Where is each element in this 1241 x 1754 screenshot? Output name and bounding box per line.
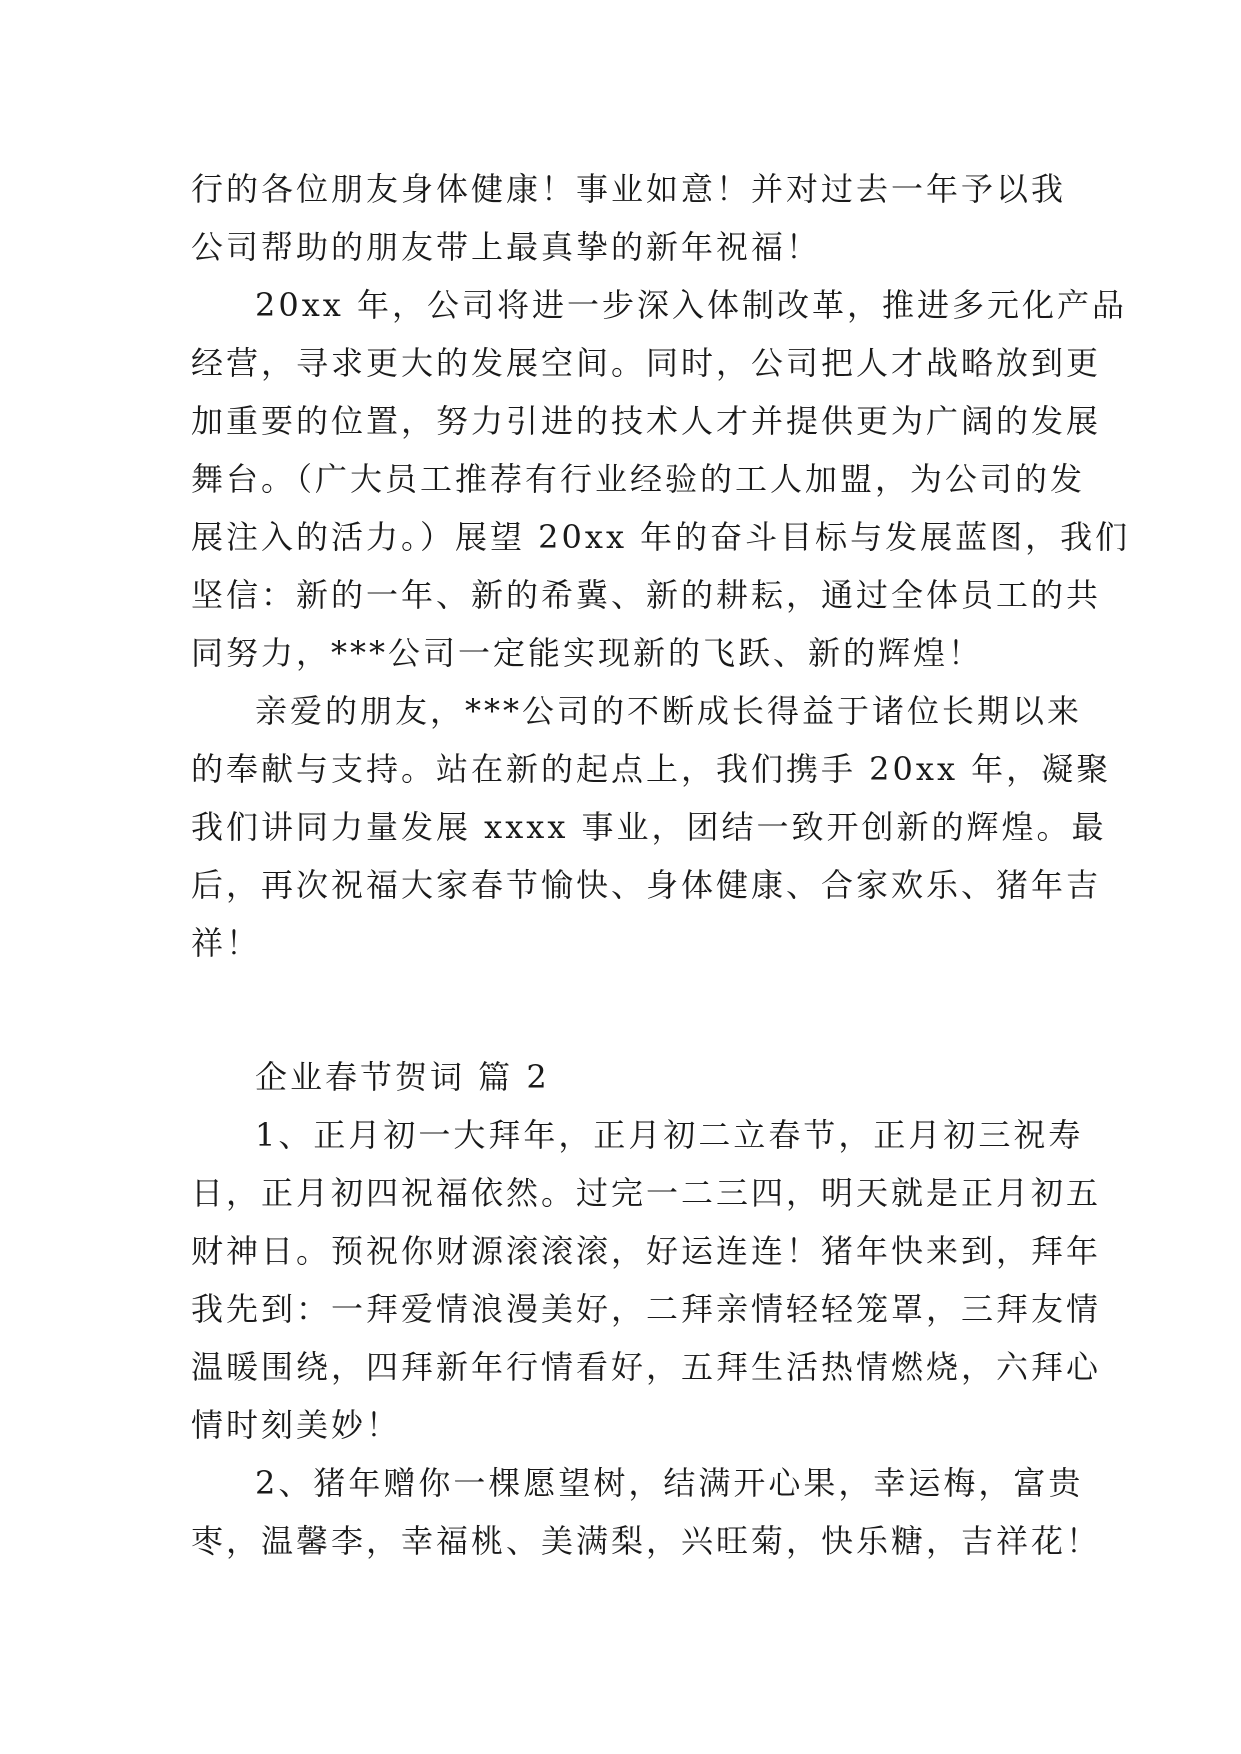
text-line: 展注入的活力。）展望 20xx 年的奋斗目标与发展蓝图，我们 xyxy=(191,518,1131,556)
text-line: 行的各位朋友身体健康！事业如意！并对过去一年予以我 xyxy=(191,170,1067,208)
paragraph xyxy=(191,276,1131,682)
text-line: 亲爱的朋友，***公司的不断成长得益于诸位长期以来 xyxy=(255,692,1083,730)
text-line: 我们讲同力量发展 xxxx 事业，团结一致开创新的辉煌。最 xyxy=(191,808,1107,846)
text-line: 1、正月初一大拜年，正月初二立春节，正月初三祝寿 xyxy=(255,1116,1084,1154)
section-title: 企业春节贺词 篇 2 xyxy=(255,1058,550,1096)
text-line: 20xx 年，公司将进一步深入体制改革，推进多元化产品 xyxy=(255,286,1127,324)
text-line: 祥！ xyxy=(191,924,262,962)
document-body xyxy=(191,160,1131,1570)
text-line: 同努力，***公司一定能实现新的飞跃、新的辉煌！ xyxy=(191,634,984,672)
text-line: 温暖围绕，四拜新年行情看好，五拜生活热情燃烧，六拜心 xyxy=(191,1348,1102,1386)
text-line: 经营，寻求更大的发展空间。同时，公司把人才战略放到更 xyxy=(191,344,1102,382)
paragraph xyxy=(191,1454,1102,1570)
paragraph xyxy=(191,682,1112,972)
text-line: 舞台。（广大员工推荐有行业经验的工人加盟，为公司的发 xyxy=(191,460,1086,498)
paragraph xyxy=(191,160,1067,276)
text-line: 我先到：一拜爱情浪漫美好，二拜亲情轻轻笼罩，三拜友情 xyxy=(191,1290,1102,1328)
text-line: 坚信：新的一年、新的希冀、新的耕耘，通过全体员工的共 xyxy=(191,576,1102,614)
text-line: 加重要的位置，努力引进的技术人才并提供更为广阔的发展 xyxy=(191,402,1102,440)
text-line: 的奉献与支持。站在新的起点上，我们携手 20xx 年，凝聚 xyxy=(191,750,1112,788)
text-line: 公司帮助的朋友带上最真挚的新年祝福！ xyxy=(191,228,822,266)
paragraph xyxy=(191,1106,1102,1454)
text-line: 后，再次祝福大家春节愉快、身体健康、合家欢乐、猪年吉 xyxy=(191,866,1102,904)
text-line: 2、猪年赠你一棵愿望树，结满开心果，幸运梅，富贵 xyxy=(255,1464,1084,1502)
text-line: 枣，温馨李，幸福桃、美满梨，兴旺菊，快乐糖，吉祥花！ xyxy=(191,1522,1102,1560)
text-line: 情时刻美妙！ xyxy=(191,1406,402,1444)
text-line: 日，正月初四祝福依然。过完一二三四，明天就是正月初五 xyxy=(191,1174,1102,1212)
text-line: 财神日。预祝你财源滚滚滚，好运连连！猪年快来到，拜年 xyxy=(191,1232,1102,1270)
blank-line xyxy=(191,972,1051,1030)
